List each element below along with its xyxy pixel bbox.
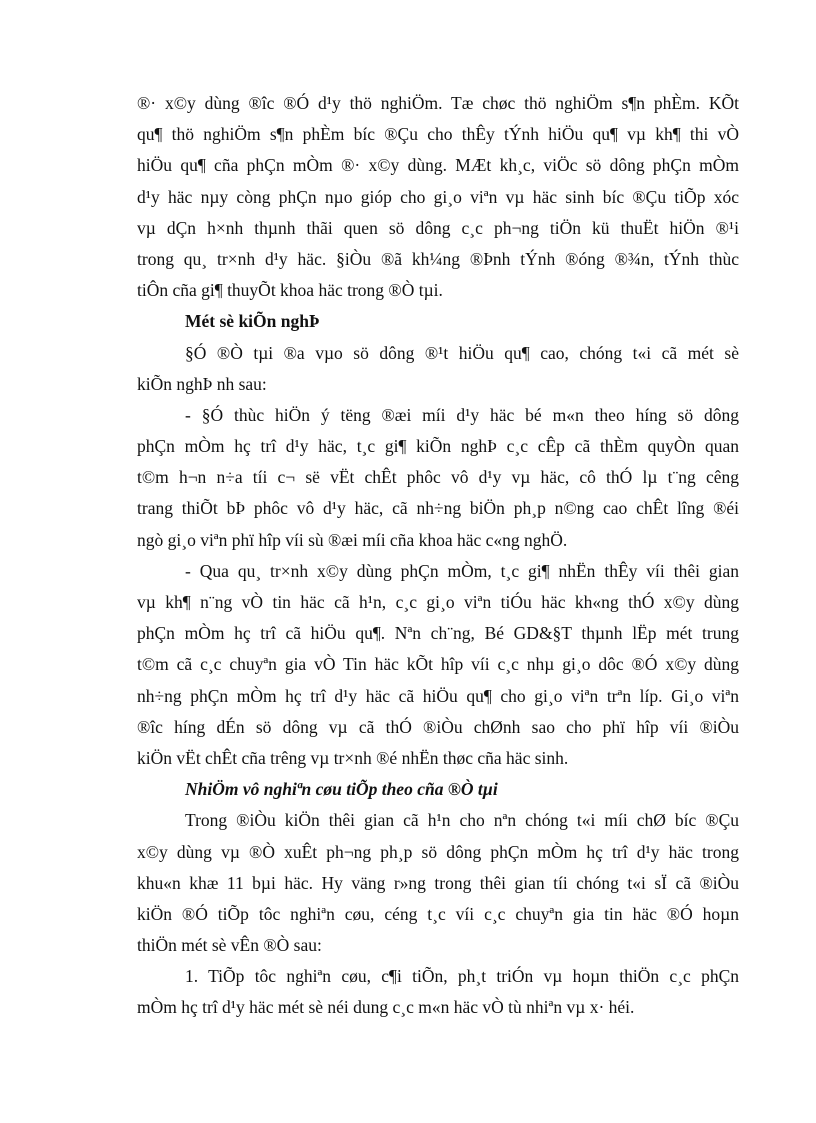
paragraph-line: - Qua qu¸ tr×nh x©y dùng phÇn mÒm, t¸c gi¶ nhËn thÊy víi thêi gian [185,560,739,581]
paragraph-line: qu¶ thö nghiÖm s¶n phÈm bíc ®Çu cho thÊy tÝnh hiÖu qu¶ vµ kh¶ thi vÒ [137,124,739,145]
paragraph-line: ®îc híng dÉn sö dông vµ cã thÓ ®iÒu chØnh sao cho phï hîp víi ®iÒu [137,716,739,737]
paragraph-line: tiÔn cña gi¶ thuyÕt khoa häc trong ®Ò tµi. [137,280,443,301]
list-item: 1. TiÕp tôc nghiªn cøu, c¶i tiÕn, ph¸t triÓn vµ hoµn thiÖn c¸c phÇn [185,966,739,987]
paragraph-line: vµ kh¶ n¨ng vÒ tin häc cã h¹n, c¸c gi¸o viªn tiÓu häc kh«ng thÓ x©y dùng [137,592,739,612]
paragraph-line: phÇn mÒm hç trî cã hiÖu qu¶. Nªn ch¨ng, Bé GD&§T thµnh lËp mét trung [137,623,739,644]
paragraph-line: t©m h¬n n÷a tíi c¬ së vËt chÊt phôc vô d¹y vµ häc, cô thÓ lµ t¨ng cêng [137,467,739,488]
paragraph-line: hiÖu qu¶ cña phÇn mÒm ®· x©y dùng. MÆt kh¸c, viÖc sö dông phÇn mÒm [137,155,739,176]
paragraph-line: khu«n khæ 11 bµi häc. Hy väng r»ng trong thêi gian tíi chóng t«i sÏ cã ®iÒu [137,872,739,893]
paragraph-line: d¹y häc nµy còng phÇn nµo gióp cho gi¸o viªn vµ häc sinh bíc ®Çu tiÕp xóc [137,186,739,207]
paragraph-line: ®· x©y dùng ®îc ®Ó d¹y thö nghiÖm. Tæ chøc thö nghiÖm s¶n phÈm. KÕt [137,93,739,113]
paragraph-line: Trong ®iÒu kiÖn thêi gian cã h¹n cho nªn chóng t«i míi chØ bíc ®Çu [185,810,739,831]
paragraph-line: t©m cã c¸c chuyªn gia vÒ Tin häc kÕt hîp víi c¸c nhµ gi¸o dôc ®Ó x©y dùng [137,654,739,675]
paragraph-line: trong qu¸ tr×nh d¹y häc. §iÒu ®ã kh¼ng ®Þnh tÝnh ®óng ®¾n, tÝnh thùc [137,248,739,269]
paragraph-line: nh÷ng phÇn mÒm hç trî d¹y häc cã hiÖu qu¶ cho gi¸o viªn trªn líp. Gi¸o viªn [137,685,739,706]
paragraph-line: x©y dùng vµ ®Ò xuÊt ph¬ng ph¸p sö dông phÇn mÒm hç trî d¹y häc trong [137,841,739,862]
paragraph-line: mÒm hç trî d¹y häc mét sè néi dung c¸c m«n häc vÒ tù nhiªn vµ x· héi. [137,997,635,1018]
paragraph-line: trang thiÕt bÞ phôc vô d¹y häc, cã nh÷ng biÖn ph¸p n©ng cao chÊt lîng ®éi [137,498,739,519]
paragraph-line: kiÖn vËt chÊt cña trêng vµ tr×nh ®é nhËn thøc cña häc sinh. [137,747,569,768]
paragraph-line: §Ó ®Ò tµi ®a vµo sö dông ®¹t hiÖu qu¶ cao, chóng t«i cã mét sè [185,342,739,363]
paragraph-line: vµ dÇn h×nh thµnh thãi quen sö dông c¸c ph¬ng tiÖn kü thuËt hiÖn ®¹i [137,217,739,238]
section-heading: NhiÖm vô nghiªn cøu tiÕp theo cña ®Ò tµi [185,779,498,800]
paragraph-line: kiÕn nghÞ nh sau: [137,373,267,394]
paragraph-line: thiÖn mét sè vÊn ®Ò sau: [137,935,322,956]
paragraph-line: ngò gi¸o viªn phï hîp víi sù ®æi míi cña khoa häc c«ng nghÖ. [137,529,568,550]
section-heading: Mét sè kiÕn nghÞ [185,311,320,332]
paragraph-line: kiÖn ®Ó tiÕp tôc nghiªn cøu, céng t¸c víi c¸c chuyªn gia tin häc ®Ó hoµn [137,903,739,924]
paragraph-line: phÇn mÒm hç trî d¹y häc, t¸c gi¶ kiÕn nghÞ c¸c cÊp cã thÈm quyÒn quan [137,436,739,457]
paragraph-line: - §Ó thùc hiÖn ý tëng ®æi míi d¹y häc bé m«n theo híng sö dông [185,404,739,425]
body-text [137,88,739,1024]
